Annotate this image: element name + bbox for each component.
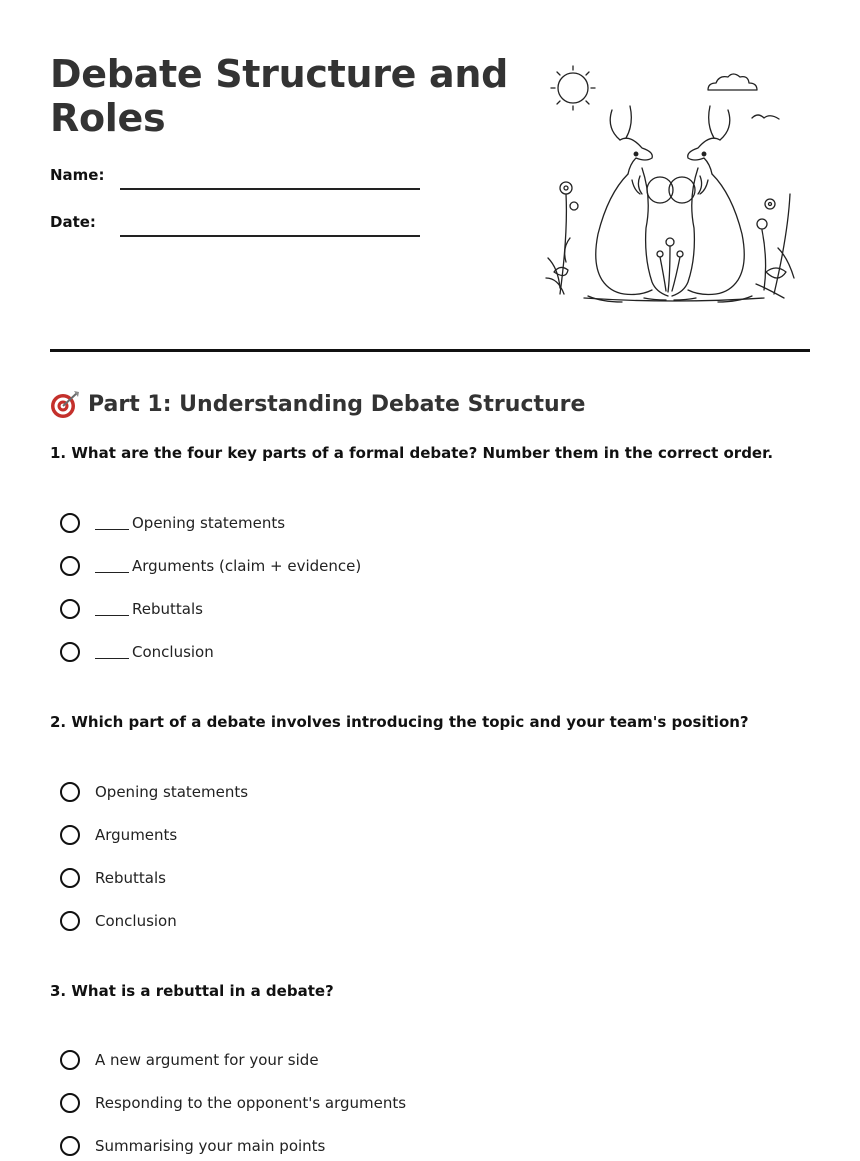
section-title: Part 1: Understanding Debate Structure xyxy=(88,391,586,417)
option-label: Opening statements xyxy=(95,783,249,801)
q3-option-1[interactable] xyxy=(60,1047,319,1073)
right-kangaroo-icon xyxy=(669,106,752,302)
q1-option-3[interactable] xyxy=(60,596,203,622)
order-blank[interactable] xyxy=(95,517,129,530)
bird-icon xyxy=(752,115,779,119)
target-icon xyxy=(50,389,80,419)
date-label: Date: xyxy=(50,213,96,231)
name-line[interactable] xyxy=(120,188,420,190)
question-2: 2. Which part of a debate involves introducing the topic and your team's position? xyxy=(50,713,749,731)
q1-option-2[interactable] xyxy=(60,553,361,579)
radio-button[interactable] xyxy=(60,868,80,888)
radio-button[interactable] xyxy=(60,556,80,576)
order-blank[interactable] xyxy=(95,646,129,659)
name-field[interactable] xyxy=(50,166,470,196)
q2-option-4[interactable] xyxy=(60,908,177,934)
header-divider xyxy=(50,349,810,352)
radio-button[interactable] xyxy=(60,1136,80,1156)
q3-option-2[interactable] xyxy=(60,1090,406,1116)
sun-icon xyxy=(551,66,595,110)
kangaroo-illustration xyxy=(540,58,800,310)
radio-button[interactable] xyxy=(60,782,80,802)
q3-option-3[interactable] xyxy=(60,1133,325,1159)
flower-icon xyxy=(756,194,794,298)
radio-button[interactable] xyxy=(60,513,80,533)
question-3: 3. What is a rebuttal in a debate? xyxy=(50,982,334,1000)
radio-button[interactable] xyxy=(60,911,80,931)
option-label: Opening statements xyxy=(132,514,286,532)
flower-icon xyxy=(657,238,683,292)
q1-option-1[interactable] xyxy=(60,510,285,536)
radio-button[interactable] xyxy=(60,825,80,845)
option-label: Arguments xyxy=(95,826,178,844)
option-label: A new argument for your side xyxy=(95,1051,319,1069)
cloud-icon xyxy=(708,74,757,90)
order-blank[interactable] xyxy=(95,603,129,616)
q2-option-3[interactable] xyxy=(60,865,166,891)
radio-button[interactable] xyxy=(60,1050,80,1070)
option-label: Summarising your main points xyxy=(95,1137,326,1155)
left-kangaroo-icon xyxy=(588,106,673,302)
order-blank[interactable] xyxy=(95,560,129,573)
radio-button[interactable] xyxy=(60,642,80,662)
section-heading xyxy=(50,388,585,420)
flower-icon xyxy=(546,182,578,294)
name-label: Name: xyxy=(50,166,105,184)
question-1: 1. What are the four key parts of a formal debate? Number them in the correct order. xyxy=(50,444,774,462)
radio-button[interactable] xyxy=(60,1093,80,1113)
option-label: Rebuttals xyxy=(95,869,166,887)
option-label: Responding to the opponent's arguments xyxy=(95,1094,407,1112)
option-label: Arguments (claim + evidence) xyxy=(132,557,362,575)
q2-option-2[interactable] xyxy=(60,822,177,848)
q1-option-4[interactable] xyxy=(60,639,214,665)
q2-option-1[interactable] xyxy=(60,779,248,805)
radio-button[interactable] xyxy=(60,599,80,619)
option-label: Conclusion xyxy=(132,643,214,661)
option-label: Conclusion xyxy=(95,912,177,930)
date-line[interactable] xyxy=(120,235,420,237)
option-label: Rebuttals xyxy=(132,600,203,618)
worksheet-page xyxy=(50,0,810,1161)
page-title: Debate Structure and Roles xyxy=(50,52,509,140)
date-field[interactable] xyxy=(50,213,470,243)
